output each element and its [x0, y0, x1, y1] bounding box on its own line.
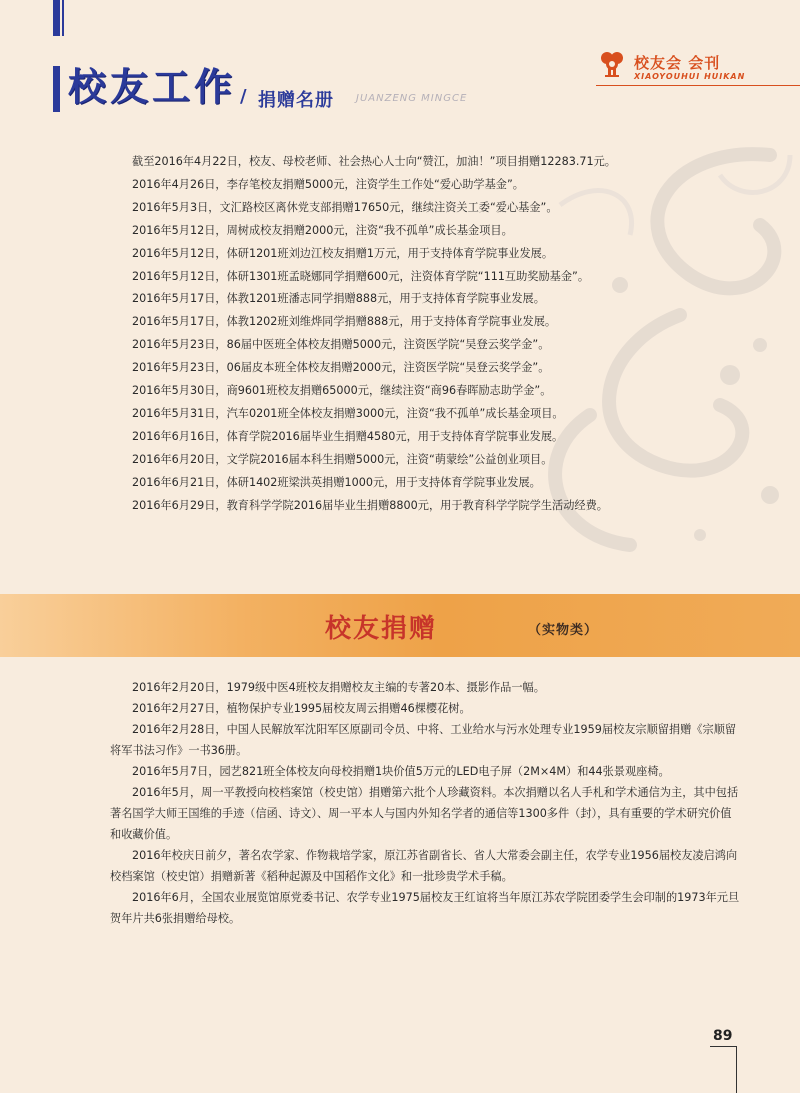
header-divider	[596, 85, 800, 86]
subtitle-pinyin: JUANZENG MINGCE	[356, 93, 468, 104]
list-item: 2016年5月31日，汽车0201班全体校友捐赠3000元，注资“我不孤单”成长基金项目。	[132, 406, 564, 420]
in-kind-donation-list	[110, 677, 740, 929]
banner-tag: （实物类）	[528, 623, 599, 638]
journal-pinyin: XIAOYOUHUI HUIKAN	[634, 72, 746, 81]
subtitle-separator: /	[240, 86, 247, 107]
top-accent-bar-thin	[62, 0, 64, 36]
list-item: 2016年6月20日，文学院2016届本科生捐赠5000元，注资“萌蒙绘”公益创业项目。	[132, 452, 553, 466]
list-item: 2016年5月17日，体教1202班刘维烨同学捐赠888元，用于支持体育学院事业发展。	[132, 315, 557, 329]
cash-donation-list	[132, 151, 616, 518]
list-item: 2016年4月26日，李存笔校友捐赠5000元，注资学生工作处“爱心助学基金”。	[132, 177, 524, 191]
footer-divider	[710, 1046, 737, 1047]
footer-vertical-rule	[736, 1046, 737, 1093]
list-item: 2016年5月12日，体研1301班孟晓娜同学捐赠600元，注资体育学院“111互助奖励基金”。	[132, 269, 590, 283]
list-item: 2016年6月29日，教育科学学院2016届毕业生捐赠8800元，用于教育科学学院学生活动经费。	[132, 498, 608, 512]
alumni-logo-icon	[597, 49, 627, 79]
list-item: 2016年5月，周一平教授向校档案馆（校史馆）捐赠第六批个人珍藏资料。本次捐赠以名人手札和学术通信为主，其中包括著名国学大师王国维的手迹（信函、诗文）、周一平本人与国内外知名学者的通信等1300多件（封），具有重要的学术研究价值和收藏价值。	[110, 786, 739, 841]
list-item: 2016年5月23日，86届中医班全体校友捐赠5000元，注资医学院“吴登云奖学金”。	[132, 338, 550, 352]
list-item: 2016年2月27日，植物保护专业1995届校友周云捐赠46棵樱花树。	[132, 702, 471, 715]
list-item: 2016年2月20日，1979级中医4班校友捐赠校友主编的专著20本、摄影作品一幅。	[132, 681, 545, 694]
list-item: 2016年5月17日，体教1201班潘志同学捐赠888元，用于支持体育学院事业发展。	[132, 292, 545, 306]
journal-name: 校友会 会刊	[634, 54, 721, 72]
list-item: 2016年5月12日，周树成校友捐赠2000元，注资“我不孤单”成长基金项目。	[132, 223, 513, 237]
list-item: 2016年6月16日，体育学院2016届毕业生捐赠4580元，用于支持体育学院事业发展。	[132, 429, 564, 443]
list-item: 2016年5月3日，文汇路校区离休党支部捐赠17650元，继续注资关工委“爱心基金”。	[132, 200, 558, 214]
banner-title: 校友捐赠	[325, 614, 438, 644]
list-item: 2016年5月30日，商9601班校友捐赠65000元，继续注资“商96春晖励志助学金”。	[132, 384, 552, 398]
list-item: 2016年校庆日前夕，著名农学家、作物栽培学家，原江苏省副省长、省人大常委会副主任，农学专业1956届校友凌启鸿向校档案馆（校史馆）捐赠新著《稻种起源及中国稻作文化》和一批珍贵学术手稿。	[110, 849, 738, 883]
title-accent-bar	[53, 66, 60, 112]
subtitle: 捐赠名册	[258, 90, 334, 111]
page-number: 89	[713, 1028, 733, 1044]
list-item: 截至2016年4月22日，校友、母校老师、社会热心人士向“赞江，加油！”项目捐赠12283.71元。	[132, 155, 616, 168]
list-item: 2016年5月12日，体研1201班刘边江校友捐赠1万元，用于支持体育学院事业发展。	[132, 246, 554, 260]
list-item: 2016年6月21日，体研1402班梁洪英捐赠1000元，用于支持体育学院事业发展。	[132, 475, 541, 489]
list-item: 2016年6月，全国农业展览馆原党委书记、农学专业1975届校友王红谊将当年原江苏农学院团委学生会印制的1973年元旦贺年片共6张捐赠给母校。	[110, 891, 740, 925]
top-accent-bar	[53, 0, 60, 36]
list-item: 2016年2月28日，中国人民解放军沈阳军区原副司令员、中将、工业给水与污水处理专业1959届校友宗顺留捐赠《宗顺留将军书法习作》一书36册。	[110, 723, 737, 757]
list-item: 2016年5月23日，06届皮本班全体校友捐赠2000元，注资医学院“吴登云奖学金”。	[132, 361, 550, 375]
list-item: 2016年5月7日，园艺821班全体校友向母校捐赠1块价值5万元的LED电子屏（2M×4M）和44张景观座椅。	[132, 765, 670, 778]
section-title: 校友工作	[68, 65, 237, 109]
